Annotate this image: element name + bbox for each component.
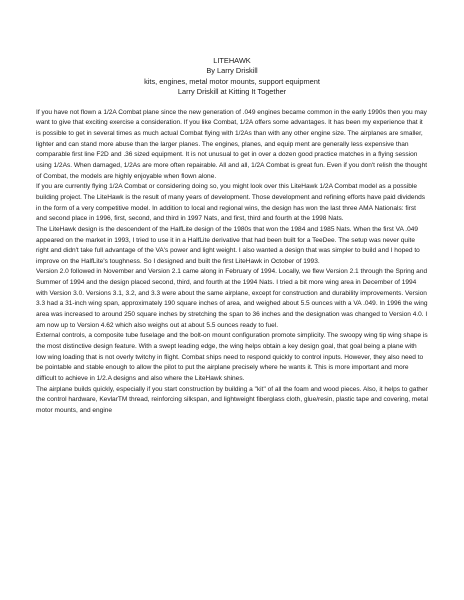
author-subtitle: kits, engines, metal motor mounts, support equipment — [144, 76, 320, 86]
article-body — [36, 108, 428, 417]
author-byline: By Larry Driskill — [206, 66, 258, 76]
paragraph: If you are currently flying 1/2A Combat or considering doing so, you might look over this LiteHawk 1/2A Combat model as a possible building project. The LiteHawk is the result of many years of development. Those development and refining efforts have paid dividends in the form of a very competitive model. In addition to local and regional wins, the design has won the last three AMA Nationals: first and second place in 1996, first, second, and third in 1997 Nats, and first, third and fourth at the 1998 Nats. — [36, 183, 426, 223]
article-header — [36, 56, 428, 98]
paragraph: The LiteHawk design is the descendent of the HalfLite design of the 1980s that won the 1984 and 1985 Nats. When the first VA .049 appeared on the market in 1993, I tried to use it in a HalfLite derivative that had been built for a TeeDee. The setup was never quite right and didn't take full advantage of the VA's power and light weight. I also wanted a design that was simpler to build and I hoped to improve on the HalfLite's toughness. So I designed and built the first LiteHawk in October of 1993. — [36, 225, 420, 265]
paragraph: If you have not flown a 1/2A Combat plane since the new generation of .049 engines became common in the early 1990s then you may want to give that exciting exercise a consideration. If you like Combat, 1/2A offers some advantages. It has been my experience that it is possible to get in several times as much actual Combat flying with 1/2As than with any other engine size. The airplanes are smaller, lighter and can stand more abuse than the larger planes. The engines, planes, and equip ment are generally less expensive than comparable first line F2D and .36 sized equipment. It is not unusual to get in over a dozen good practice matches in a flying session using 1/2As. When damaged, 1/2As are more often repairable. All and all, 1/2A Combat is great fun. Even if you don't relish the thought of Combat, the models are highly enjoyable when flown alone. — [36, 108, 428, 180]
paragraph: External controls, a composite tube fuselage and the bolt-on mount configuration promote simplicity. The swoopy wing tip wing shape is the most distinctive design feature. With a swept leading edge, the wing helps obtain a key design goal, that goal being a plane with low wing loading that is not overly twitchy in flight. Combat ships need to respond quickly to control inputs. However, they also need to be pointable and stable enough to allow the pilot to put the airplane precisely where he wants it. This is more important and more difficult to achieve in 1/2.A designs and also where the LiteHawk shines. — [36, 332, 428, 383]
paragraph: Version 2.0 followed in November and Version 2.1 came along in February of 1994. Locally, we flew Version 2.1 through the Spring and Summer of 1994 and the design placed second, third, and fourth at the 1994 Nats. I tried a bit more wing area in December of 1994 with Version 3.0. Versions 3.1, 3.2, and 3.3 were about the same airplane, except for construction and durability improvements. Version 3.3 had a 31-inch wing span, approximately 190 square inches of area, and weighed about 5.5 ounces with a VA .049. In 1996 the wing area was increased to around 250 square inches by stretching the span to 36 inches and the designation was changed to Version 4.0. I am now up to Version 4.62 which also weighs out at about 5.5 ounces ready to fuel. — [36, 268, 428, 329]
paragraph: The airplane builds quickly, especially if you start construction by building a "kit" of all the foam and wood pieces. Also, it helps to gather the control hardware, KevlarTM thread, reinforcing silkspan, and lightweight fiberglass cloth, glue/resin, plastic tape and covering, metal motor mounts, and engine — [36, 385, 428, 414]
author-credit: Larry Driskill at Kitting It Together — [177, 87, 287, 97]
article-title: LITEHAWK — [213, 56, 251, 65]
